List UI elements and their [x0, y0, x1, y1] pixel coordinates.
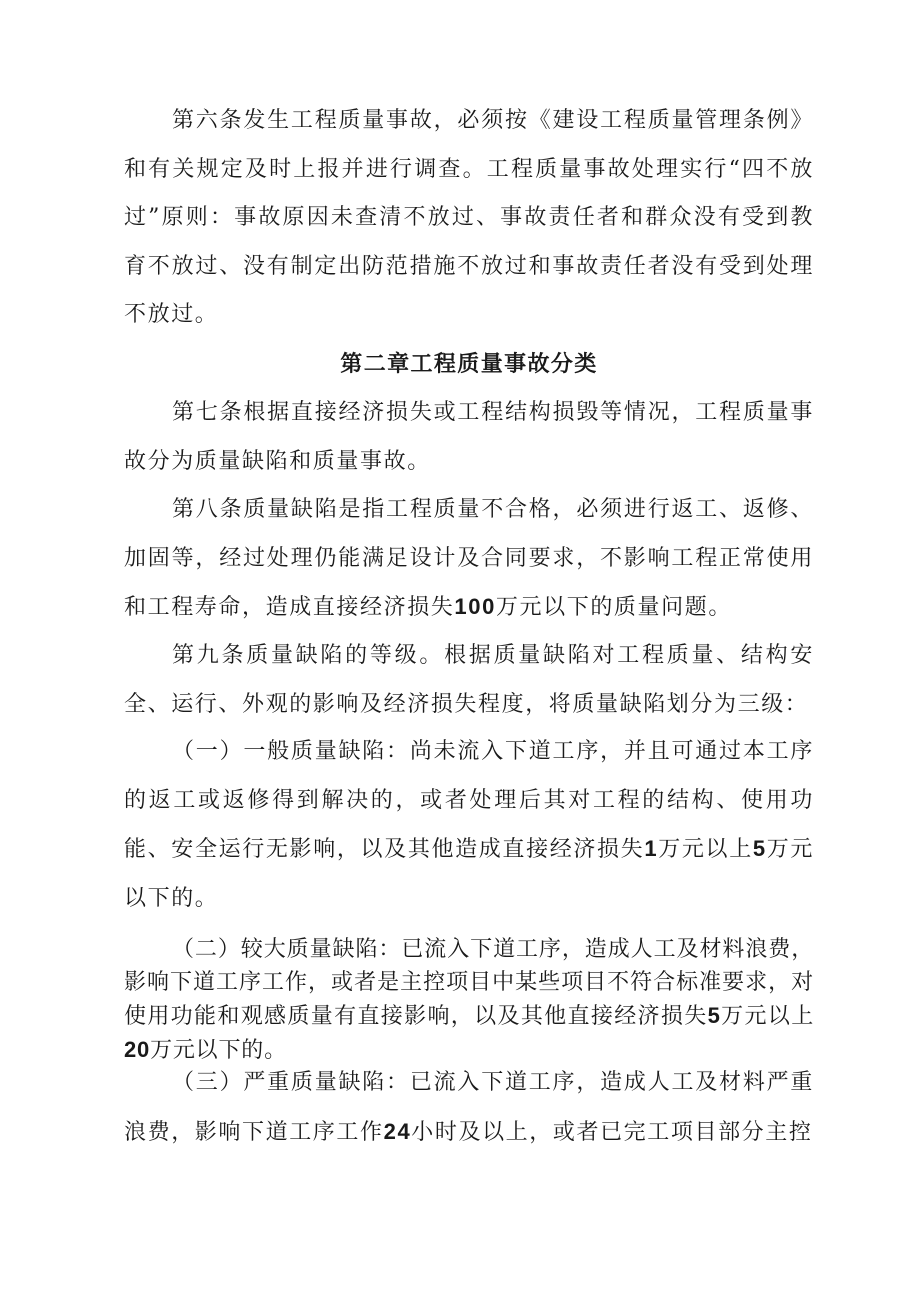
article-8-amount: 100	[454, 594, 496, 619]
grade-2-amount-high: 20	[124, 1037, 151, 1062]
grade-1-text-end: 万元以下的。	[124, 837, 815, 911]
grade-3-hours: 24	[383, 1118, 412, 1144]
grade-1-text: （一）一般质量缺陷：尚未流入下道工序，并且可通过本工序的返工或返修得到解决的，或者处理后其对工程的结构、使用功能、安全运行无影响，以及其他造成直接经济损失	[124, 739, 814, 862]
grade-2-text-end: 万元以下的。	[150, 1038, 287, 1063]
grade-2-paragraph	[124, 933, 814, 1067]
grade-1-text-mid: 万元以上	[658, 837, 753, 862]
grade-1-amount-low: 1	[644, 836, 659, 861]
article-9-paragraph: 第九条质量缺陷的等级。根据质量缺陷对工程质量、结构安全、运行、外观的影响及经济损失程度，将质量缺陷划分为三级：	[124, 643, 814, 717]
article-8-text-end: 万元以下的质量问题。	[495, 595, 732, 620]
chapter-2-title: 第二章工程质量事故分类	[340, 352, 598, 377]
article-7-paragraph: 第七条根据直接经济损失或工程结构损毁等情况，工程质量事故分为质量缺陷和质量事故。	[124, 400, 814, 474]
article-6-paragraph: 第六条发生工程质量事故，必须按《建设工程质量管理条例》和有关规定及时上报并进行调查。工程质量事故处理实行“四不放过”原则：事故原因未查清不放过、事故责任者和群众没有受到教育不放过、没有制定出防范措施不放过和事故责任者没有受到处理不放过。	[124, 108, 814, 327]
grade-3-text: （三）严重质量缺陷：已流入下道工序，造成人工及材料严重浪费，影响下道工序工作	[124, 1070, 814, 1145]
grade-1-amount-high: 5	[752, 836, 767, 861]
grade-3-text-end: 小时及以上，或者已完工项目部分主控	[411, 1119, 813, 1145]
article-8-paragraph	[124, 486, 814, 633]
grade-3-paragraph	[124, 1059, 814, 1157]
grade-2-text: （二）较大质量缺陷：已流入下道工序，造成人工及材料浪费，影响下道工序工作，或者是主控项目中某些项目不符合标准要求，对使用功能和观感质量有直接影响，以及其他直接经济损失	[124, 937, 814, 1029]
grade-2-text-mid: 万元以上	[720, 1004, 814, 1029]
article-8-text: 第八条质量缺陷是指工程质量不合格，必须进行返工、返修、加固等，经过处理仍能满足设计及合同要求，不影响工程正常使用和工程寿命，造成直接经济损失	[124, 497, 814, 620]
grade-1-paragraph	[124, 728, 814, 923]
grade-2-amount-low: 5	[707, 1003, 721, 1028]
